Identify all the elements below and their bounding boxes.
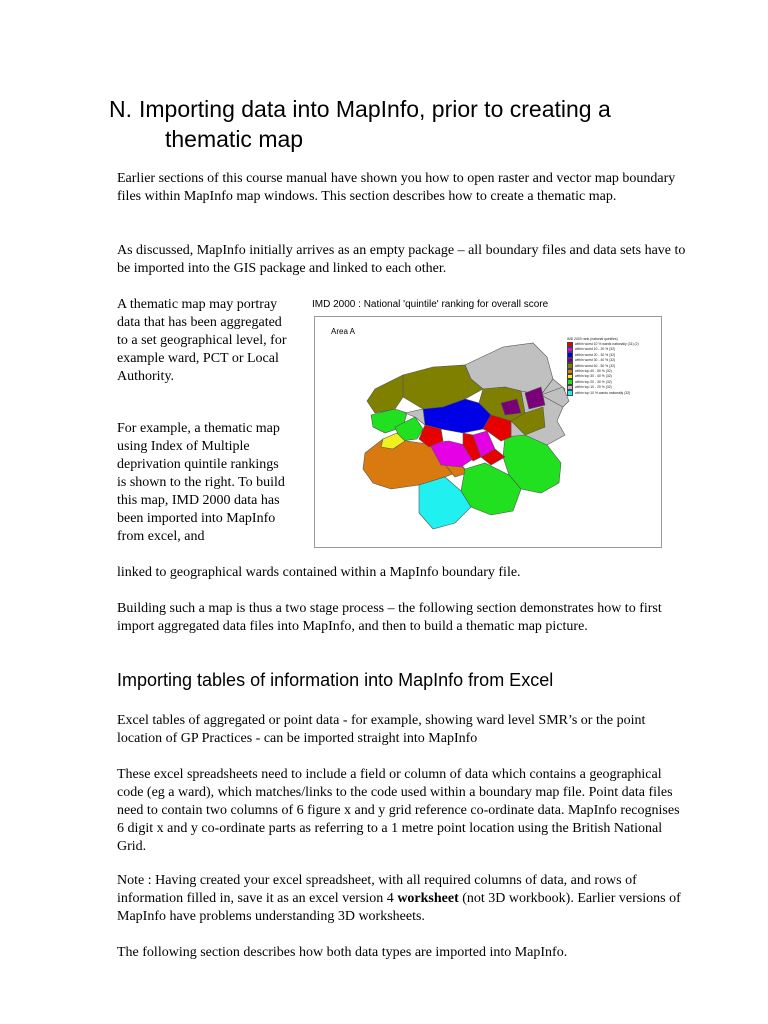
note-text-end: (not 3D workbook). Earlier versions of MapInfo have problems understanding 3D worksheets. [117,891,681,924]
paragraph-two-stage: Building such a map is thus a two stage process – the following section demonstrates how to first import aggregated data files into MapInfo, and then to build a thematic map picture. [117,601,662,634]
legend-label: within worst 20 - 30 % (32) [575,352,616,357]
map-area-label: Area A [331,327,356,336]
section-title-line-2: thematic map [165,126,304,152]
paragraph-linked-wards: linked to geographical wards contained within a MapInfo boundary file. [117,565,521,580]
paragraph-intro: Earlier sections of this course manual have shown you how to open raster and vector map boundary files within MapInfo map windows. This section describes how to create a thematic map. [117,171,676,204]
legend-label: within top 30 - 40 % (32) [575,374,612,379]
legend-label: within worst 10 - 20 % (32) [575,347,616,352]
legend-label: within top 40 - 50 % (32) [575,368,612,373]
legend-title: IMD 2000 rank (national quintiles) [567,337,618,341]
paragraph-thematic-map: A thematic map may portray data that has been aggregated to a set geographical level, for example ward, PCT or Local Authority. [117,297,287,384]
note-bold-worksheet: worksheet [397,891,459,906]
paragraph-empty-package: As discussed, MapInfo initially arrives as an empty package – all boundary files and data sets have to be imported into the GIS package and linked to each other. [117,243,686,276]
legend-label: within worst 30 - 40 % (32) [575,358,616,363]
legend-swatch [567,390,573,395]
section-number: N. [109,96,132,122]
section-title-line-1: Importing data into MapInfo, prior to creating a [139,96,611,122]
map-ward [367,375,403,413]
figure-title: IMD 2000 : National 'quintile' ranking for overall score [312,299,549,310]
legend-label: within worst 40 - 50 % (32) [575,363,616,368]
legend-item [567,390,659,395]
legend-label: within top 10 - 20 % (32) [575,385,612,390]
paragraph-note [117,872,687,926]
legend-label: within worst 10 % wards nationally (31) (2) [575,341,639,346]
map-legend [567,337,659,396]
legend-label: within top 10 % wards nationally (32) [575,390,631,395]
thematic-map-figure [314,316,662,548]
paragraph-example: For example, a thematic map using Index of Multiple deprivation quintile rankings is shown to the right. To build this map, IMD 2000 data has been imported into MapInfo from excel, and [117,421,285,544]
paragraph-spreadsheets: These excel spreadsheets need to include a field or column of data which contains a geographical code (eg a ward), which matches/links to the code used within a boundary map file. Point data files need to contain two columns of 6 figure x and y grid reference co-ordinate data. MapInfo recognises 6 digit x and y co-ordinate parts as referring to a 1 metre point location using the British National Grid. [117,767,680,854]
paragraph-excel-tables: Excel tables of aggregated or point data - for example, showing ward level SMR’s or the point location of GP Practices - can be imported straight into MapInfo [117,713,646,746]
note-text-start: Note : Having created your excel spreadsheet, with all required columns of data, and rows of information filled in, save it as an excel version 4 [117,873,637,906]
subsection-heading: Importing tables of information into MapInfo from Excel [117,670,554,690]
paragraph-following-section: The following section describes how both data types are imported into MapInfo. [117,945,568,960]
legend-label: within top 20 - 30 % (32) [575,379,612,384]
